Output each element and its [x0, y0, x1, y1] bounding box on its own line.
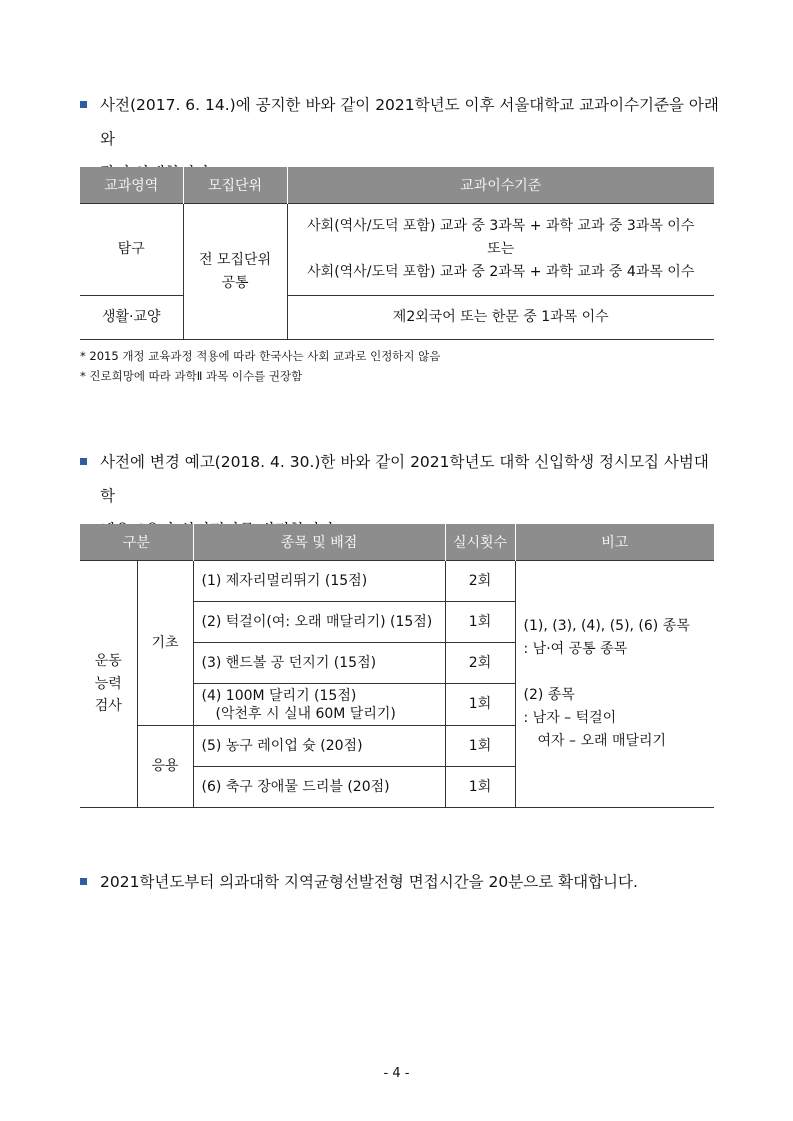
course-requirements-table [80, 167, 714, 340]
category-line1: 운동 [94, 653, 122, 670]
criteria-inquiry-cell [287, 204, 714, 296]
page-number: - 4 - [383, 1066, 410, 1081]
section3-line1: 2021학년도부터 의과대학 지역균형선발전형 면접시간을 20분으로 확대합니다. [100, 873, 638, 891]
area-inquiry: 탐구 [80, 204, 183, 296]
remark-line2: : 남·여 공통 종목 [523, 641, 628, 657]
remark-line1: (1), (3), (4), (5), (6) 종목 [523, 618, 690, 634]
square-bullet-icon [80, 101, 87, 108]
item-4-sub: (악천후 시 실내 60M 달리기) [215, 705, 396, 722]
section1-line1: 사전(2017. 6. 14.)에 공지한 바와 같이 2021학년도 이후 서울대학교 교과이수기준을 아래와 [100, 96, 719, 148]
item-6: (6) 축구 장애물 드리블 (20점) [193, 767, 445, 808]
footnotes [80, 346, 440, 386]
remark-line3: (2) 종목 [523, 687, 575, 703]
section2-line1: 사전에 변경 예고(2018. 4. 30.)한 바와 같이 2021학년도 대학 신입학생 정시모집 사범대학 [100, 453, 709, 505]
category-physical-ability [80, 561, 137, 808]
unit-line2: 공통 [221, 274, 249, 291]
item-3: (3) 핸드볼 공 던지기 (15점) [193, 643, 445, 684]
square-bullet-icon [80, 458, 87, 465]
item-1: (1) 제자리멀리뛰기 (15점) [193, 561, 445, 602]
category-line2: 능력 [94, 675, 122, 692]
remark-line4: : 남자 – 턱걸이 [523, 710, 617, 726]
square-bullet-icon [80, 878, 87, 885]
item-2: (2) 턱걸이(여: 오래 매달리기) (15점) [193, 602, 445, 643]
header-subject-area: 교과영역 [80, 167, 183, 204]
remark-line5: 여자 – 오래 매달리기 [537, 733, 667, 749]
header-remarks: 비고 [515, 524, 714, 561]
header-criteria: 교과이수기준 [287, 167, 714, 204]
item-4-main: (4) 100M 달리기 (15점) [201, 687, 357, 704]
count-3: 2회 [445, 643, 515, 684]
criteria-life-liberal: 제2외국어 또는 한문 중 1과목 이수 [287, 296, 714, 340]
count-4: 1회 [445, 684, 515, 726]
count-2: 1회 [445, 602, 515, 643]
category-line3: 검사 [94, 698, 122, 715]
count-6: 1회 [445, 767, 515, 808]
header-recruit-unit: 모집단위 [183, 167, 287, 204]
practical-exam-table [80, 524, 714, 808]
header-attempts: 실시횟수 [445, 524, 515, 561]
footnote-2: * 진로희망에 따라 과학Ⅱ 과목 이수를 권장함 [80, 369, 303, 383]
criteria-or: 또는 [487, 241, 515, 257]
item-5: (5) 농구 레이업 슛 (20점) [193, 726, 445, 767]
criteria-line2: 사회(역사/도덕 포함) 교과 중 2과목 + 과학 교과 중 4과목 이수 [307, 264, 695, 280]
group-applied: 응용 [137, 726, 193, 808]
item-4 [193, 684, 445, 726]
footnote-1: * 2015 개정 교육과정 적용에 따라 한국사는 사회 교과로 인정하지 않음 [80, 349, 441, 363]
count-1: 2회 [445, 561, 515, 602]
group-basic: 기초 [137, 561, 193, 726]
criteria-line1: 사회(역사/도덕 포함) 교과 중 3과목 + 과학 교과 중 3과목 이수 [307, 218, 695, 234]
header-category: 구분 [80, 524, 193, 561]
area-life-liberal: 생활·교양 [80, 296, 183, 340]
recruit-unit-cell [183, 204, 287, 340]
remarks-cell [515, 561, 714, 808]
header-item-score: 종목 및 배점 [193, 524, 445, 561]
section3-paragraph [80, 865, 720, 899]
count-5: 1회 [445, 726, 515, 767]
unit-line1: 전 모집단위 [198, 252, 272, 269]
